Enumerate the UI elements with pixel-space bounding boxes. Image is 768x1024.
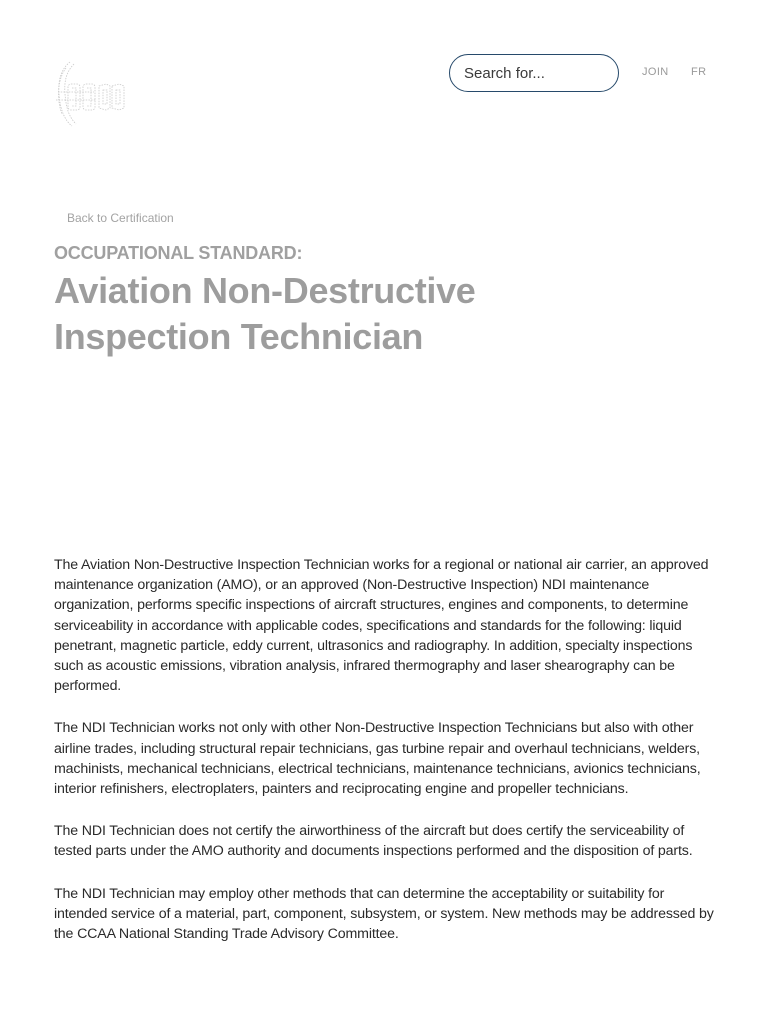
language-toggle-fr[interactable]: FR bbox=[691, 66, 707, 78]
page-eyebrow: OCCUPATIONAL STANDARD: bbox=[54, 243, 303, 263]
description-paragraph: The NDI Technician may employ other methods that can determine the acceptability or suitability for intended service of a material, part, component, subsystem, or system. New methods may be addressed by the CCAA National Standing Trade Advisory Committee. bbox=[54, 885, 714, 943]
page-title-line-1: Aviation Non-Destructive bbox=[54, 270, 476, 311]
ccaa-logo-icon[interactable] bbox=[54, 58, 128, 130]
search-input[interactable] bbox=[449, 54, 619, 92]
description-paragraph: The NDI Technician does not certify the airworthiness of the aircraft but does certify the serviceability of tested parts under the AMO authority and documents inspections performed and the disposition of parts. bbox=[54, 823, 693, 860]
description-paragraph: The NDI Technician works not only with other Non-Destructive Inspection Technicians but also with other airline trades, including structural repair technicians, gas turbine repair and overhaul technicians, welders, machinists, mechanical technicians, electrical technicians, maintenance technicians, avionics technicians, interior refinishers, electroplaters, painters and reciprocating engine and propeller technicians. bbox=[54, 720, 701, 798]
page-title-line-2: Inspection Technician bbox=[54, 316, 424, 357]
standard-description bbox=[54, 555, 716, 966]
back-to-certification-link[interactable]: Back to Certification bbox=[67, 211, 174, 225]
page-title bbox=[54, 268, 554, 360]
description-paragraph: The Aviation Non-Destructive Inspection Technician works for a regional or national air carrier, an approved maintenance organization (AMO), or an approved (Non-Destructive Inspection) NDI maintenance organization, performs specific inspections of aircraft structures, engines and components, to determine serviceability in accordance with applicable codes, specifications and standards for the following: liquid penetrant, magnetic particle, eddy current, ultrasonics and radiography. In addition, specialty inspections such as acoustic emissions, vibration analysis, infrared thermography and laser shearography can be performed. bbox=[54, 557, 709, 695]
join-link[interactable]: JOIN bbox=[642, 66, 669, 78]
site-header bbox=[0, 0, 768, 160]
